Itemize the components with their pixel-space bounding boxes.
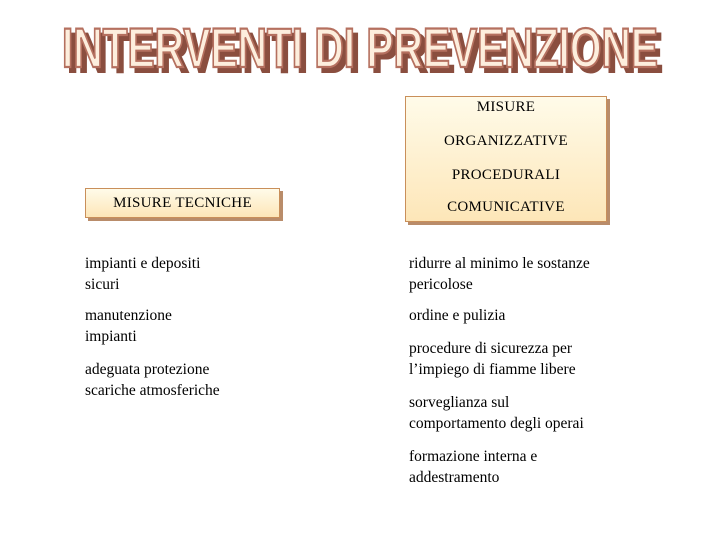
organizational-item-line: comportamento degli operai [409, 415, 584, 432]
technical-item [85, 305, 172, 347]
organizational-item [409, 338, 576, 380]
organizational-item-line: procedure di sicurezza per [409, 340, 573, 357]
technical-item-line: impianti e depositi [85, 255, 201, 272]
org-header-line-3: PROCEDURALI [451, 167, 561, 183]
title-banner [40, 6, 680, 90]
technical-item-line: manutenzione [85, 307, 172, 324]
organizational-item-line: formazione interna e [409, 448, 538, 465]
organizational-item-line: ordine e pulizia [409, 307, 506, 324]
org-header-line-2: ORGANIZZATIVE [444, 133, 568, 149]
org-header-line-4: COMUNICATIVE [447, 199, 565, 215]
organizational-measures-header [405, 96, 607, 222]
page-title: INTERVENTI DI PREVENZIONE [62, 16, 658, 79]
technical-item-line: sicuri [85, 276, 120, 293]
organizational-item [409, 253, 590, 295]
organizational-item-line: sorveglianza sul [409, 394, 510, 411]
technical-item-line: impianti [85, 328, 137, 345]
org-header-line-1: MISURE [476, 99, 536, 115]
organizational-item [409, 392, 584, 434]
organizational-item-line: pericolose [409, 276, 473, 293]
technical-item [85, 253, 200, 295]
organizational-item [409, 446, 537, 488]
technical-item-line: scariche atmosferiche [85, 382, 220, 399]
organizational-item-line: ridurre al minimo le sostanze [409, 255, 590, 272]
organizational-item-line: addestramento [409, 469, 500, 486]
organizational-item-line: l’impiego di fiamme libere [409, 361, 576, 378]
technical-item [85, 359, 220, 401]
title-shadow: INTERVENTI DI PREVENZIONE [67, 21, 663, 84]
technical-measures-header: MISURE TECNICHE [85, 188, 280, 218]
organizational-item [409, 305, 505, 326]
technical-item-line: adeguata protezione [85, 361, 210, 378]
